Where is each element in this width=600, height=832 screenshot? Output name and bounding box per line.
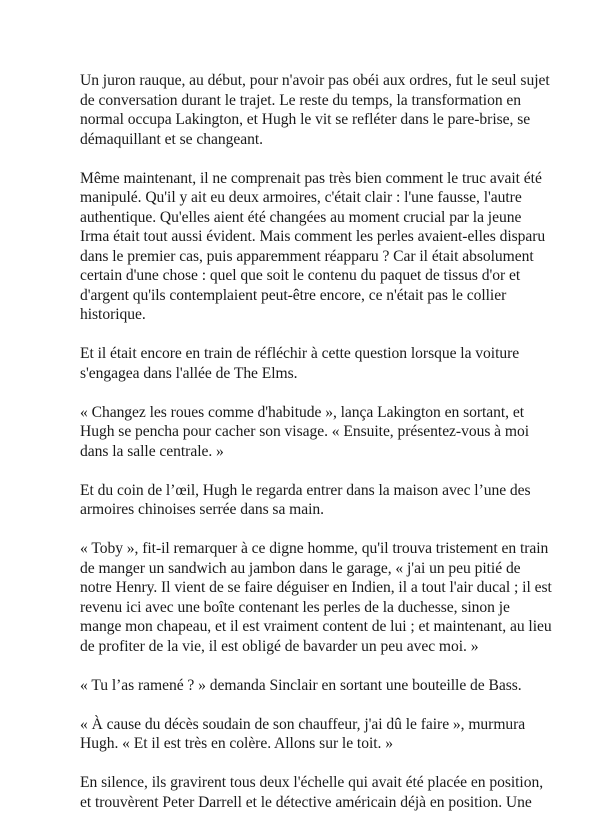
text-line: mange mon chapeau, et il est vraiment content de lui ; et maintenant, au lieu: [80, 618, 552, 635]
paragraph: [80, 403, 536, 462]
text-line: authentique. Qu'elles aient été changées au moment crucial par la jeune: [80, 208, 522, 226]
paragraph: [80, 344, 536, 383]
text-line: de profiter de la vie, il est obligé de bavarder un peu avec moi. »: [80, 637, 479, 655]
text-line: manipulé. Qu'il y ait eu deux armoires, c'était clair : l'une fausse, l'autre: [80, 189, 522, 206]
text-line: « Toby », fit-il remarquer à ce digne homme, qu'il trouva tristement en train: [80, 540, 549, 557]
paragraph: [80, 715, 536, 754]
paragraph: [80, 676, 536, 696]
text-line: dans le premier cas, puis apparemment réapparu ? Car il était absolument: [80, 247, 534, 265]
text-line: Irma était tout aussi évident. Mais comment les perles avaient-elles disparu: [80, 228, 546, 245]
text-line: armoires chinoises serrée dans sa main.: [80, 501, 325, 518]
text-line: Et du coin de l’œil, Hugh le regarda entrer dans la maison avec l’une des: [80, 481, 531, 499]
text-line: de manger un sandwich au jambon dans le garage, « j'ai un peu pitié de: [80, 559, 521, 577]
text-line: Un juron rauque, au début, pour n'avoir pas obéi aux ordres, fut le seul sujet: [80, 72, 550, 89]
paragraph: [80, 773, 544, 812]
text-line: s'engagea dans l'allée de The Elms.: [80, 364, 298, 382]
text-line: « À cause du décès soudain de son chauffeur, j'ai dû le faire », murmura: [80, 715, 526, 733]
text-line: dans la salle centrale. »: [80, 442, 224, 460]
paragraph: [80, 481, 536, 520]
text-line: et trouvèrent Peter Darrell et le détective américain déjà en position. Une: [80, 793, 532, 811]
text-line: démaquillant et se changeant.: [80, 130, 264, 148]
text-line: Hugh se pencha pour cacher son visage. « Ensuite, présentez-vous à moi: [80, 423, 530, 440]
text-line: certain d'une chose : quel que soit le contenu du paquet de tissus d'or et: [80, 267, 521, 284]
paragraph: [80, 539, 552, 656]
paragraph: [80, 169, 546, 325]
paragraph: [80, 71, 550, 149]
text-line: En silence, ils gravirent tous deux l'échelle qui avait été placée en position,: [80, 774, 544, 791]
text-line: Même maintenant, il ne comprenait pas très bien comment le truc avait été: [80, 169, 542, 187]
text-line: d'argent qu'ils contemplaient peut-être encore, ce n'était pas le collier: [80, 286, 507, 304]
text-line: Hugh. « Et il est très en colère. Allons sur le toit. »: [80, 735, 393, 752]
text-line: revenu ici avec une boîte contenant les perles de la duchesse, sinon je: [80, 598, 510, 616]
text-line: « Tu l’as ramené ? » demanda Sinclair en sortant une bouteille de Bass.: [80, 676, 522, 694]
text-line: normal occupa Lakington, et Hugh le vit se refléter dans le pare-brise, se: [80, 111, 531, 128]
text-line: Et il était encore en train de réfléchir à cette question lorsque la voiture: [80, 345, 520, 362]
text-line: « Changez les roues comme d'habitude », lança Lakington en sortant, et: [80, 403, 525, 421]
body-text: [80, 71, 552, 832]
text-line: notre Henry. Il vient de se faire déguiser en Indien, il a tout l'air ducal ; il est: [80, 579, 552, 596]
text-line: historique.: [80, 306, 146, 323]
text-line: de conversation durant le trajet. Le reste du temps, la transformation en: [80, 91, 522, 109]
